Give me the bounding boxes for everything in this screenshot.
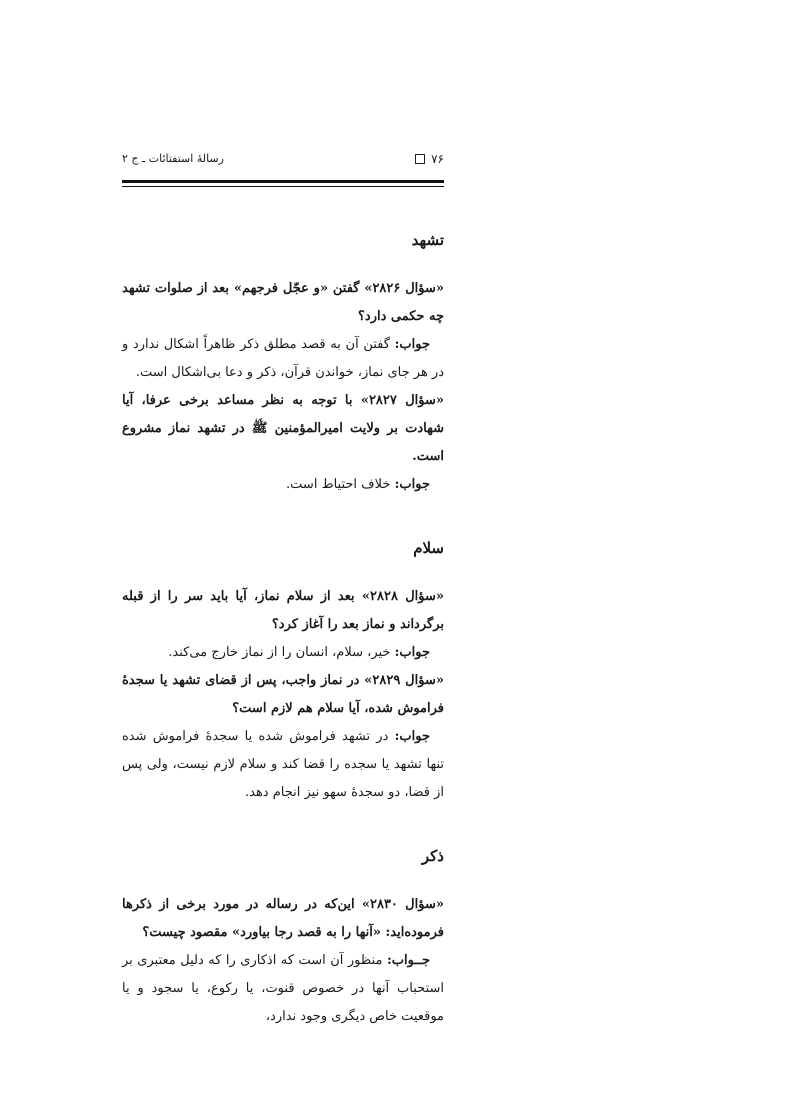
question [122,583,444,639]
question-text: این‌که در رساله در مورد برخی از ذکرها فرموده‌اید: «آنها را به قصد رجا بیاورد» مقصود چیست؟ [122,897,444,940]
answer-label: جواب: [394,337,430,352]
answer-label: جــواب: [386,953,430,968]
question-text: گفتن «و عجّل فرجهم» بعد از صلوات تشهد چه حکمی دارد؟ [122,281,444,324]
page-number: ۷۶ [431,152,444,166]
question-number: «سؤال ۲۸۲۶» [364,281,444,296]
answer-text: خلاف احتیاط است. [286,477,391,492]
section-title: تشهد [411,231,444,249]
question [122,387,444,471]
header-rule-thin [122,186,444,187]
question-text: در نماز واجب، پس از قضای تشهد یا سجدۀ فراموش شده، آیا سلام هم لازم است؟ [122,673,444,716]
answer-text: منظور آن است که اذکاری را که دلیل معتبری بر استحباب آنها در خصوص قنوت، یا رکوع، یا سجود و یا موقعیت خاص دیگری وجود ندارد، [122,953,444,1024]
answer-label: جواب: [394,477,430,492]
square-bullet-icon [415,154,425,164]
question-number: «سؤال ۲۸۲۸» [361,589,444,604]
question-number: «سؤال ۲۸۳۰» [361,897,444,912]
answer [122,331,444,387]
question-number: «سؤال ۲۸۲۹» [364,673,444,688]
question [122,275,444,331]
question [122,667,444,723]
answer-label: جواب: [394,645,430,660]
answer [122,947,444,1031]
answer [122,723,444,807]
question-text: بعد از سلام نماز، آیا باید سر را از قبله برگرداند و نماز بعد را آغاز کرد؟ [122,589,444,632]
question-number: «سؤال ۲۸۲۷» [360,393,444,408]
answer-text: در تشهد فراموش شده یا سجدۀ فراموش شده تنها تشهد یا سجده را قضا کند و سلام لازم نیست، ولی پس از قضا، دو سجدۀ سهو نیز انجام دهد. [122,729,444,800]
document-page [122,0,444,1100]
answer-text: خیر، سلام، انسان را از نماز خارج می‌کند. [168,645,391,660]
question [122,891,444,947]
section-title: سلام [413,539,444,557]
question-text: با توجه به نظر مساعد برخی عرفا، آیا شهادت بر ولایت امیرالمؤمنین ﷺ در تشهد نماز مشروع است. [122,393,444,464]
answer [122,471,444,499]
page-number-group [413,150,444,168]
section-title: ذکر [421,847,444,865]
answer [122,639,444,667]
page-content [122,225,444,1031]
answer-label: جواب: [394,729,430,744]
running-header [122,150,444,168]
book-title: رسالۀ استفتائات ـ ج ۲ [122,152,224,165]
answer-text: گفتن آن به قصد مطلق ذکر ظاهراً اشکال ندارد و در هر جای نماز، خواندن قرآن، ذکر و دعا بی‌اشکال است. [122,337,444,380]
header-rule-thick [122,180,444,183]
